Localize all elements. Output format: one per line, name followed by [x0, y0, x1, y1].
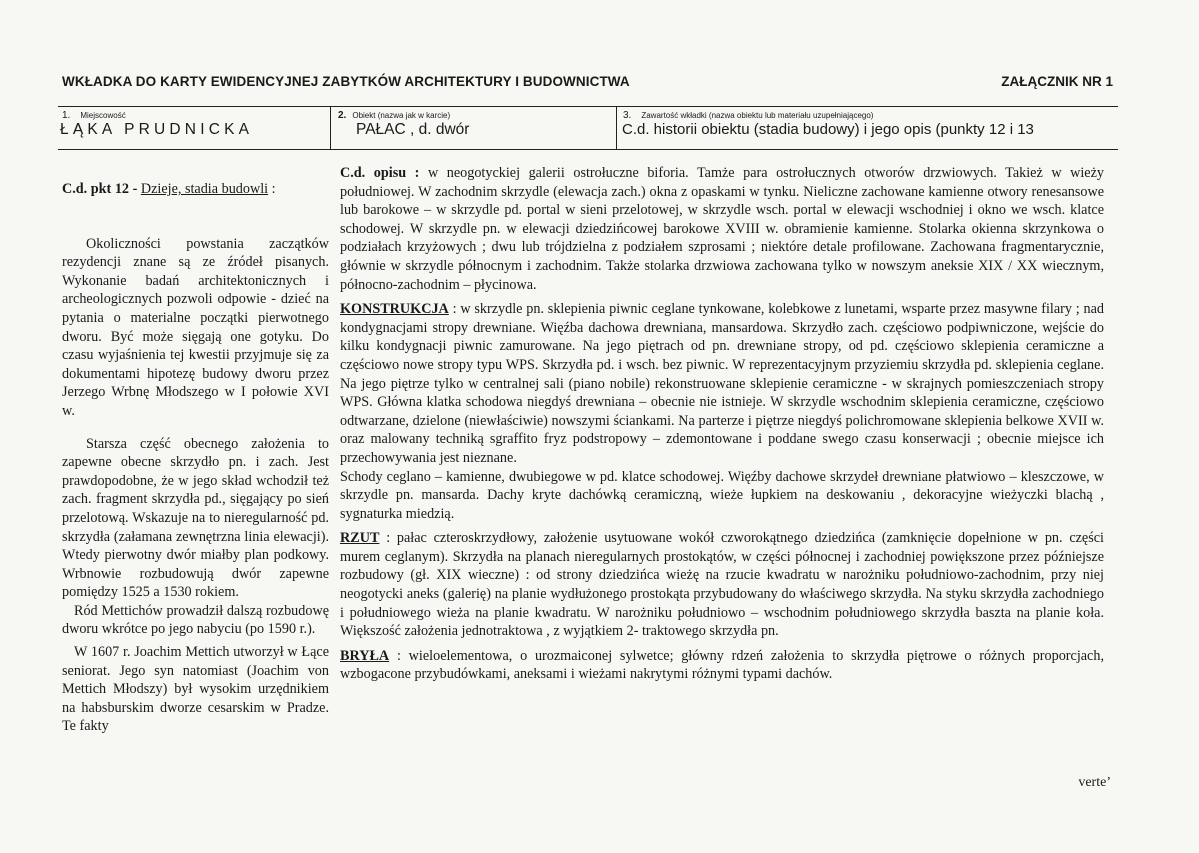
description-konstrukcja	[340, 300, 1104, 467]
history-paragraph: Starsza część obecnego założenia to zapewne obecne skrzydło pn. i zach. Jest prawdopodobne, że w jego skład wchodził też zach. fragment skrzydła pd., sięgający po sień przelotową. Wskazuje na to nieregularność pd. skrzydła (załamana zewnętrzna linia elewacji). Wtedy pierwotny dwór miałby plan podkowy. Wrbnowie rozbudowują dwór zapewne pomiędzy 1525 a 1530 rokiem.	[62, 435, 329, 601]
history-column	[62, 180, 329, 736]
field-caption: Zawartość wkładki (nazwa obiektu lub materiału uzupełniającego)	[641, 111, 874, 120]
description-rzut	[340, 529, 1104, 641]
verte-note: verte’	[1078, 775, 1111, 790]
header-rule-top	[58, 106, 1118, 107]
history-paragraph: Ród Mettichów prowadził dalszą rozbudowę dworu wkrótce po jego nabyciu (po 1590 r.).	[62, 602, 329, 638]
konstrukcja-text: : w skrzydle pn. sklepienia piwnic ceglane tynkowane, kolebkowe z lunetami, wsparte przez masywne filary ; nad kondygnacjami stropy drewniane. Więźba dachowa drewniana, mansardowa. Skrzydło zach. częściowo podpiwniczone, wejście do kilku kondygnacji piwnic zamurowane. Na jego piętrach od pn. drewniane stropy, od pd. częściowo sklepienia ceramiczne a częściowo nowe stropy typu WPS. Skrzydła pd. i wsch. bez piwnic. W reprezentacyjnym przyziemiu skrzydła pd. sklepienia ceglane. Na jego piętrze tylko w centralnej sali (piano nobile) rekonstruowane sklepienie ceramiczne - w skrajnych pomieszczeniach stropy WPS. Główna klatka schodowa niegdyś drewniana – obecnie nie istnieje. W skrzydle wschodnim sklepienia ceramiczne, częściowo odtwarzane, dzielone (niewłaściwie) nowszymi ściankami. Na parterze i piętrze niegdyś polichromowane sklepienia belkowe XVII w. oraz malowany techniką sgraffito fryz podstropowy – zdemontowane i poddane swego czasu konserwacji ; obecnie miejsce ich przechowywania jest nieznane.	[340, 301, 1104, 466]
konstrukcja-label: KONSTRUKCJA	[340, 301, 449, 318]
document-title: WKŁADKA DO KARTY EWIDENCYJNEJ ZABYTKÓW ARCHITEKTURY I BUDOWNICTWA	[62, 74, 630, 89]
field-number: 2.	[338, 110, 347, 121]
history-heading	[62, 180, 329, 199]
history-heading-tail: :	[268, 181, 276, 197]
history-paragraph: W 1607 r. Joachim Mettich utworzył w Łące seniorat. Jego syn natomiast (Joachim von Mettich Młodszy) był wysokim urzędnikiem na habsburskim dworze cesarskim w Pradze. Te fakty	[62, 644, 329, 735]
description-column	[340, 164, 1104, 684]
rzut-label: RZUT	[340, 530, 380, 547]
field-caption: Obiekt (nazwa jak w karcie)	[352, 111, 451, 120]
history-heading-title: Dzieje, stadia budowli	[140, 181, 269, 197]
bryla-label: BRYŁA	[340, 647, 390, 664]
description-schody: Schody ceglano – kamienne, dwubiegowe w pd. klatce schodowej. Więźby dachowe skrzydeł drewniane płatwiowo – kleszczowe, w skrzydle pn. mansarda. Dachy kryte dachówką ceramiczną, wieże łupkiem na deskowaniu , dekoracyjne wieżyczki blachą , sygnaturka miedzią.	[340, 468, 1104, 522]
opis-text: w neogotyckiej galerii ostrołuczne biforia. Tamże para ostrołucznych otworów drzwiowych. Takież w wieży południowej. W zachodnim skrzydle (elewacja zach.) okna z opaskami w tynku. Nieliczne zachowane kamienne otwory renesansowe lub barokowe – w skrzydle pd. portal w sieni przelotowej, w skrzydle wsch. portal w elewacji wschodniej i okno we wsch. klatce schodowej. W skrzydle pn. w elewacji dziedzińcowej barokowe XVIII w. obramienie kamienne. Stolarka okienna skrzynkowa o podziałach krzyżowych ; dwu lub trójdzielna z podziałem szprosami ; niektóre detale profilowane. Zachowana fragmentarycznie, głównie w skrzydle północnym i zachodnim. Także stolarka drzwiowa zachowana tylko w nowszym aneksie XIX / XX wiecznym, północno-zachodnim – płycinowa.	[340, 165, 1104, 293]
field-3-value: C.d. historii obiektu (stadia budowy) i jego opis (punkty 12 i 13	[622, 121, 1034, 138]
field-caption: Miejscowość	[80, 111, 126, 120]
opis-label: C.d. opisu :	[340, 165, 420, 181]
field-separator	[616, 106, 617, 149]
history-heading-lead: C.d. pkt 12 -	[62, 181, 141, 197]
description-bryla	[340, 647, 1104, 684]
field-number: 1.	[62, 110, 71, 121]
field-3-label	[623, 110, 873, 121]
history-paragraph: Okoliczności powstania zaczątków rezydencji znane są ze źródeł pisanych. Wykonanie badań architektonicznych i archeologicznych pozwoli odpowie - dzieć na pytania o materialne początki pierwotnego dworu. Być może sięgają one gotyku. Do czasu wyjaśnienia tej kwestii przyjmuje się za dokumentami hipotezę budowy dworu przez Jerzego Wrbnę Młodszego w I połowie XVI w.	[62, 235, 329, 419]
description-opis	[340, 164, 1104, 294]
field-2-label	[338, 110, 450, 121]
bryla-text: : wieloelementowa, o urozmaiconej sylwetce; główny rdzeń założenia to skrzydła piętrowe o różnych proporcjach, wzbogacone przybudówkami, aneksami i wieżami nakrytymi różnymi typami dachów.	[340, 647, 1104, 683]
field-number: 3.	[623, 110, 632, 121]
header-rule-bottom	[58, 149, 1118, 150]
field-1-value: ŁĄKA PRUDNICKA	[60, 121, 254, 138]
annex-label: ZAŁĄCZNIK NR 1	[1001, 74, 1113, 89]
field-2-value: PAŁAC , d. dwór	[356, 121, 470, 138]
field-separator	[330, 106, 331, 149]
field-1-label	[62, 110, 126, 121]
rzut-text: : pałac czteroskrzydłowy, założenie usytuowane wokół czworokątnego dziedzińca (zamknięcie dopełnione w pn. części murem ceglanym). Skrzydła na planach nieregularnych prostokątów, w części północnej i zachodniej powiększone przez późniejsze rozbudowy (gł. XIX wieczne) : od strony dziedzińca wieżę na rzucie kwadratu w narożniku południowo-zachodnim, przy niej neogotycki aneks (galerię) na planie wydłużonego prostokąta przybudowany do właściwego skrzydła. Na styku skrzydła zachodniego i południowego wieża na planie kwadratu. W narożniku południowo – wschodnim południowego skrzydła baszta na planie koła. Większość założenia jednotraktowa , z wyjątkiem 2- traktowego skrzydła pn.	[340, 530, 1104, 640]
